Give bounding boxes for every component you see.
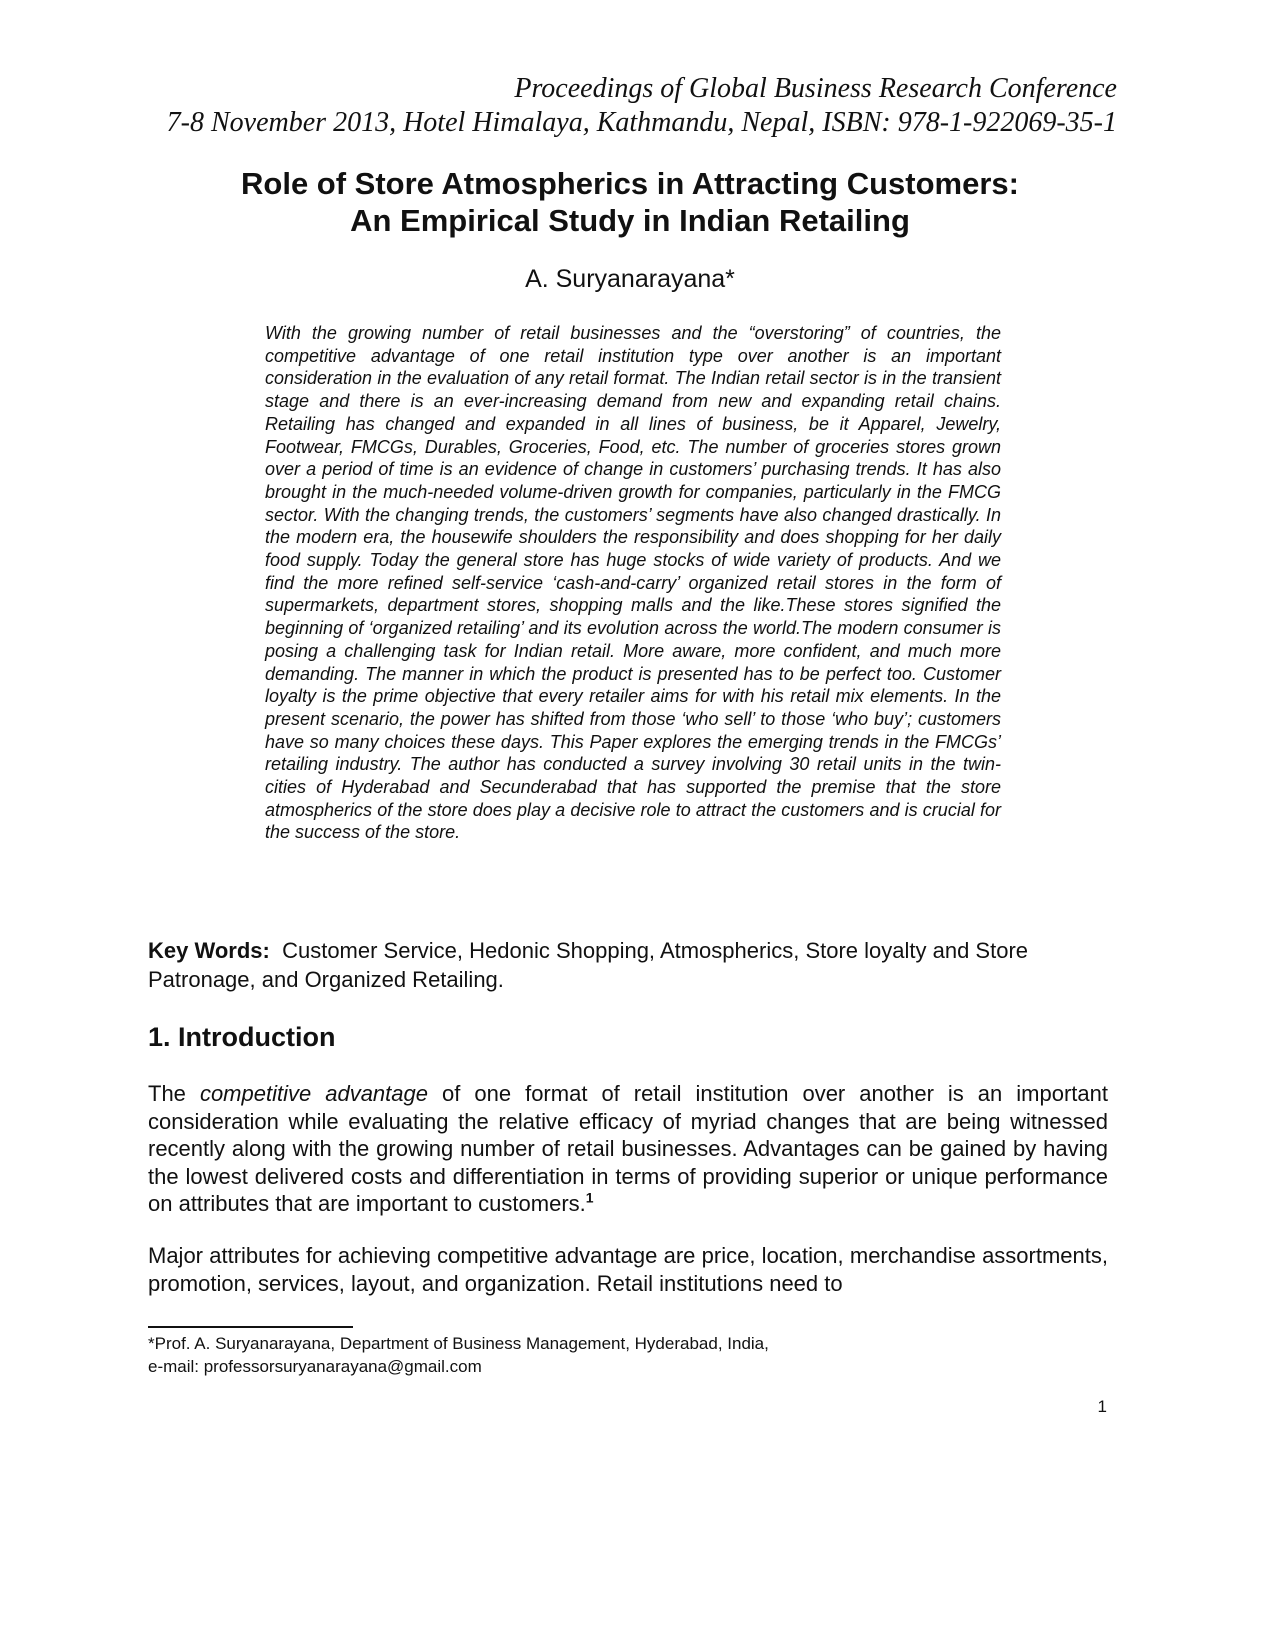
conference-header-line1: Proceedings of Global Business Research Conference xyxy=(514,73,1117,104)
paper-title-line2: An Empirical Study in Indian Retailing xyxy=(350,203,910,238)
footnote-ref: 1 xyxy=(585,1189,594,1206)
keywords-text: Customer Service, Hedonic Shopping, Atmospherics, Store loyalty and Store Patronage, and Organized Retailing. xyxy=(148,938,1029,992)
keywords xyxy=(148,937,1078,994)
paper-title-line1: Role of Store Atmospherics in Attracting Customers: xyxy=(241,166,1019,201)
paper-title xyxy=(140,165,1120,239)
page-number: 1 xyxy=(1097,1397,1107,1416)
footnote-separator xyxy=(148,1326,353,1328)
keywords-label: Key Words: xyxy=(148,938,270,963)
abstract: With the growing number of retail businesses and the “overstoring” of countries, the competitive advantage of one retail institution type over another is an important consideration in the evaluation of any retail format. The Indian retail sector is in the transient stage and there is an ever-increasing demand from new and expanding retail chains. Retailing has changed and expanded in all lines of business, be it Apparel, Jewelry, Footwear, FMCGs, Durables, Groceries, Food, etc. The number of groceries stores grown over a period of time is an evidence of change in customers’ purchasing trends. It has also brought in the much-needed volume-driven growth for companies, particularly in the FMCG sector. With the changing trends, the customers’ segments have also changed drastically. In the modern era, the housewife shoulders the responsibility and does shopping for her daily food supply. Today the general store has huge stocks of wide variety of products. And we find the more refined self-service ‘cash-and-carry’ organized retail stores in the form of supermarkets, department stores, shopping malls and the like.These stores signified the beginning of ‘organized retailing’ and its evolution across the world.The modern consumer is posing a challenging task for Indian retail. More aware, more confident, and much more demanding. The manner in which the product is presented has to be perfect too. Customer loyalty is the prime objective that every retailer aims for with his retail mix elements. In the present scenario, the power has shifted from those ‘who sell’ to those ‘who buy’; customers have so many choices these days. This Paper explores the emerging trends in the FMCGs’ retailing industry. The author has conducted a survey involving 30 retail units in the twin-cities of Hyderabad and Secunderabad that has supported the premise that the store atmospherics of the store does play a decisive role to attract the customers and is crucial for the success of the store. xyxy=(265,323,1001,843)
p1-text-after: of one format of retail institution over another is an important consideration while evaluating the relative efficacy of myriad changes that are being witnessed recently along with the growing number of retail businesses. Advantages can be gained by having the lowest delivered costs and differentiation in terms of providing superior or unique performance on attributes that are important to customers. xyxy=(148,1081,1109,1216)
introduction-paragraph-1 xyxy=(148,1080,1108,1218)
author-footnote xyxy=(148,1332,1048,1378)
p1-emphasis: competitive advantage xyxy=(199,1081,428,1106)
p1-text-before: The xyxy=(148,1081,200,1106)
footnote-line2: e-mail: professorsuryanarayana@gmail.com xyxy=(148,1357,482,1376)
introduction-paragraph-2: Major attributes for achieving competitive advantage are price, location, merchandise assortments, promotion, services, layout, and organization. Retail institutions need to xyxy=(148,1243,1108,1296)
author-name: A. Suryanarayana* xyxy=(525,265,735,293)
conference-header-line2: 7-8 November 2013, Hotel Himalaya, Kathmandu, Nepal, ISBN: 978-1-922069-35-1 xyxy=(166,107,1117,138)
section-heading-introduction: 1. Introduction xyxy=(148,1022,336,1052)
footnote-line1: *Prof. A. Suryanarayana, Department of Business Management, Hyderabad, India, xyxy=(148,1334,769,1353)
